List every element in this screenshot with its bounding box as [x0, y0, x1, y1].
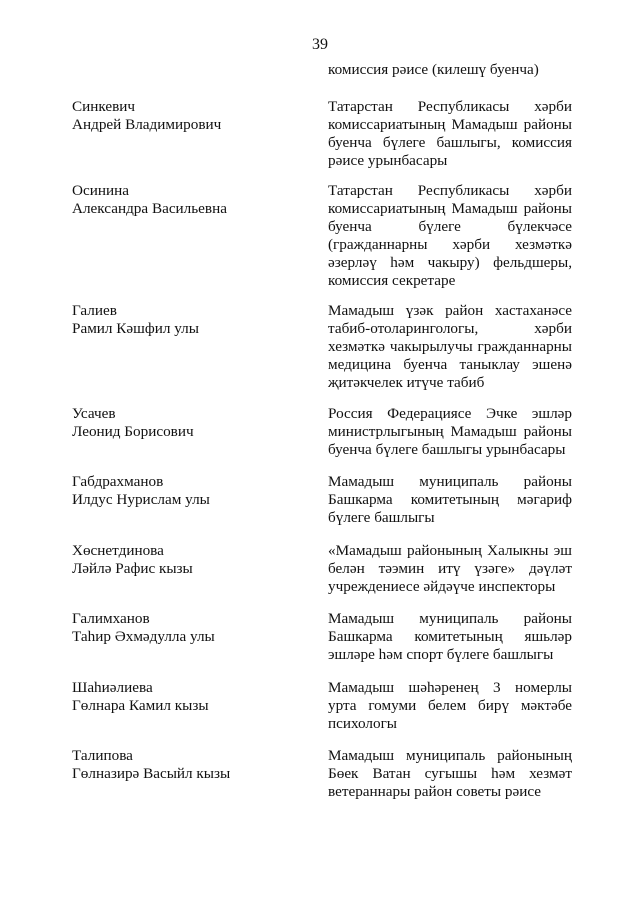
member-name — [72, 302, 292, 338]
member-surname: Хөснетдинова — [72, 542, 164, 559]
member-surname: Осинина — [72, 182, 129, 199]
member-name — [72, 405, 292, 441]
member-surname: Галимханов — [72, 610, 150, 627]
member-role: Мамадыш муниципаль районы Башкарма комитетының яшьләр эшләре һәм спорт бүлеге башлыгы — [328, 610, 572, 663]
member-given-names: Илдус Нурислам улы — [72, 491, 210, 508]
member-role: Мамадыш үзәк район хастаханәсе табиб-отоларингологы, хәрби хезмәткә чакырылучы гражданнарны медицина буенча таныклау эшенә җитәкчелек итүче табиб — [328, 302, 572, 391]
member-given-names: Гөлнара Камил кызы — [72, 697, 209, 714]
member-role: «Мамадыш районының Халыкны эш белән тәэмин итү үзәге» дәүләт учреждениесе әйдәүче инспекторы — [328, 542, 572, 595]
member-role: Россия Федерациясе Эчке эшләр министрлыгының Мамадыш районы буенча бүлеге башлыгы урынбасары — [328, 405, 572, 458]
member-given-names: Леонид Борисович — [72, 423, 194, 440]
member-surname: Талипова — [72, 747, 133, 764]
member-given-names: Андрей Владимирович — [72, 116, 222, 133]
member-surname: Галиев — [72, 302, 117, 319]
member-name — [72, 182, 292, 218]
member-given-names: Таһир Әхмәдулла улы — [72, 628, 215, 645]
member-given-names: Ләйлә Рафис кызы — [72, 560, 193, 577]
member-name — [72, 679, 292, 715]
member-surname: Габдрахманов — [72, 473, 164, 490]
continued-role-text: комиссия рәисе (килешү буенча) — [328, 61, 539, 78]
member-name — [72, 610, 292, 646]
member-given-names: Гөлназирә Васыйл кызы — [72, 765, 231, 782]
member-role: Мамадыш шәһәренең 3 номерлы урта гомуми белем бирү мәктәбе психологы — [328, 679, 572, 732]
member-surname: Синкевич — [72, 98, 136, 115]
member-surname: Усачев — [72, 405, 116, 422]
member-name — [72, 747, 292, 783]
member-role: Татарстан Республикасы хәрби комиссариатының Мамадыш районы буенча бүлеге бүлекчәсе (гражданнарны хәрби хезмәткә әзерләү һәм чакыру) фельдшеры, комиссия секретаре — [328, 182, 572, 289]
member-given-names: Рамил Кәшфил улы — [72, 320, 199, 337]
member-role: Мамадыш муниципаль районы Башкарма комитетының мәгариф бүлеге башлыгы — [328, 473, 572, 526]
member-surname: Шаһиәлиева — [72, 679, 153, 696]
member-role: Мамадыш муниципаль районының Бөек Ватан сугышы һәм хезмәт ветераннары район советы рәисе — [328, 747, 572, 800]
member-name — [72, 542, 292, 578]
page-number: 39 — [312, 36, 328, 53]
member-name — [72, 473, 292, 509]
member-name — [72, 98, 292, 134]
member-given-names: Александра Васильевна — [72, 200, 227, 217]
member-role: Татарстан Республикасы хәрби комиссариатының Мамадыш районы буенча бүлеге башлыгы, комиссия рәисе урынбасары — [328, 98, 572, 169]
